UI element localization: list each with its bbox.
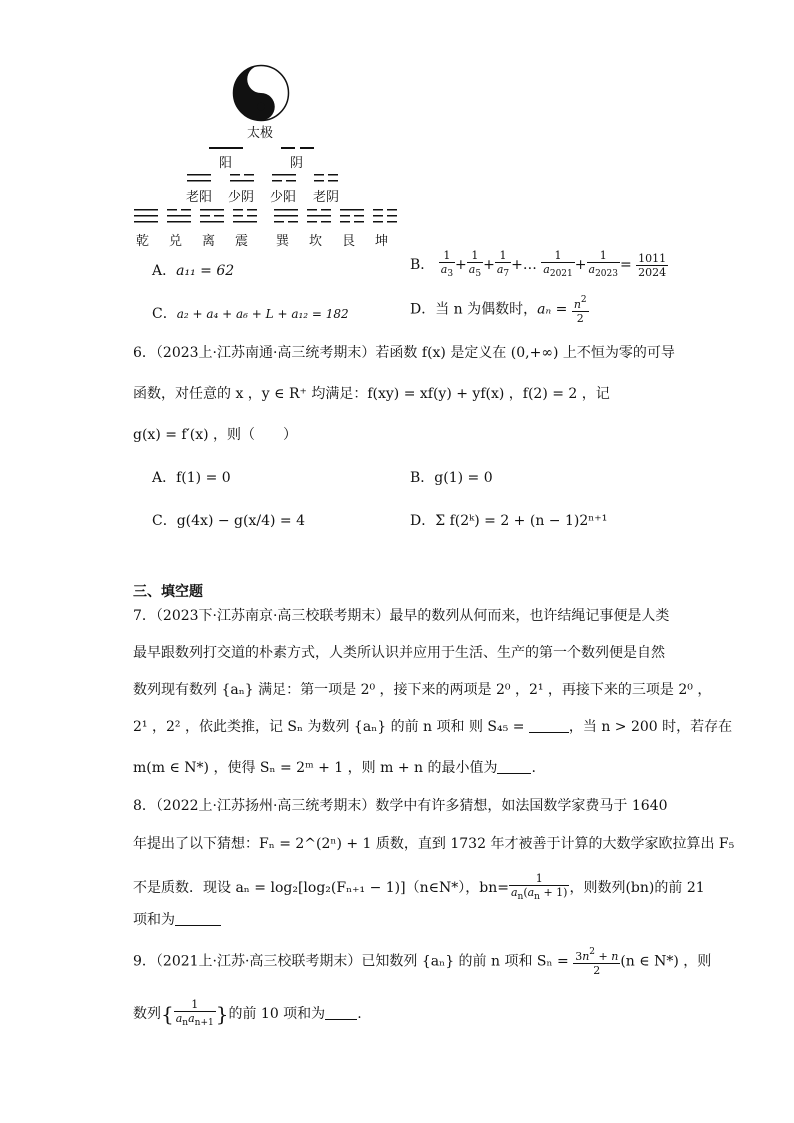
q7-line-2: 最早跟数列打交道的朴素方式，人类所认识并应用于生活、生产的第一个数列便是自然 — [133, 645, 665, 661]
q8-line-3-b: ，则数列(bn)的前 21 — [569, 880, 705, 896]
q9-line-1 — [133, 946, 712, 977]
frac: $\frac{1}{a_n(a_n + 1)}$ — [510, 872, 568, 902]
q5-d-text: 当 n 为偶数时， — [435, 301, 538, 318]
frac: $\frac{1}{a_5}$ — [468, 249, 482, 279]
q9-line-1-a: 9．（2021上·江苏·高三校联考期末）已知数列 {aₙ} 的前 n 项和 Sₙ = — [133, 953, 574, 970]
q7-line-5-b: . — [531, 760, 536, 776]
q7-line-1: 7．（2023下·江苏南京·高三校联考期末）最早的数列从何而来，也许结绳记事便是人类 — [133, 608, 670, 624]
q7-line-4-b: ，当 n > 200 时，若存在 — [568, 719, 733, 735]
q7-line-4 — [133, 717, 733, 737]
trigram-kan-symbol — [306, 207, 332, 227]
q7-line-3: 数列现有数列 {aₙ} 满足：第一项是 2⁰ ，接下来的两项是 2⁰ ，2¹ ，再接下来的三项是 2⁰ ， — [133, 682, 712, 698]
trigram-gen-label: 艮 — [342, 234, 356, 249]
old-yin-symbol — [313, 172, 339, 184]
q6-option-c: C．g(4x) − g(x/4) = 4 — [152, 513, 305, 529]
q8-line-3-a: 不是质数．现设 aₙ = log₂[log₂(Fₙ₊₁ − 1)]（n∈N*），bn= — [133, 880, 509, 896]
trigram-li-symbol — [199, 207, 225, 227]
frac: $\frac{3n^2 + n}{2}$ — [575, 947, 619, 977]
q8-line-2: 年提出了以下猜想：Fₙ = 2^(2ⁿ) + 1 质数，直到 1732 年才被善于计算的大数学家欧拉算出 F₅ — [133, 836, 735, 852]
yin-line-right — [300, 147, 314, 149]
q5-a-expr: a₁₁ = 62 — [176, 263, 235, 279]
q9-line-1-b: (n ∈ N*) ，则 — [620, 953, 712, 970]
frac: $\frac{1}{a_na_{n+1}}$ — [175, 998, 214, 1028]
answer-blank — [325, 1005, 357, 1020]
q8-line-4 — [133, 910, 673, 930]
frac: $\frac{1}{a_{2023}}$ — [588, 249, 618, 279]
trigram-xun-label: 巽 — [276, 234, 290, 249]
section-title: 三、填空题 — [133, 584, 203, 600]
old-yang-symbol — [186, 172, 212, 184]
frac: $\frac{1}{a_3}$ — [440, 249, 454, 279]
q5-d-expr: aₙ = — [537, 301, 572, 318]
trigram-qian-symbol — [133, 207, 159, 227]
b-result-den: 2024 — [638, 265, 667, 279]
q8-line-1: 8．（2022上·江苏扬州·高三统考期末）数学中有许多猜想，如法国数学家费马于 1640 — [133, 798, 668, 814]
q6-line-3: g(x) = f′(x) ，则（ ） — [133, 427, 298, 443]
trigram-qian-label: 乾 — [136, 234, 150, 249]
trigram-kan-label: 坎 — [309, 234, 323, 249]
q6-option-a: A．f(1) = 0 — [152, 470, 231, 486]
trigram-dui-symbol — [166, 207, 192, 227]
q6-option-d: D．Σ f(2ᵏ) = 2 + (n − 1)2ⁿ⁺¹ — [410, 513, 608, 529]
option-letter: A． — [152, 263, 177, 279]
q7-line-4-a: 2¹ ，2² ，依此类推，记 Sₙ 为数列 {aₙ} 的前 n 项和 则 S₄₅ = — [133, 719, 529, 735]
q6-line-2: 函数，对任意的 x ，y ∈ R⁺ 均满足：f(xy) = xf(y) + yf(x) ，f(2) = 2 ，记 — [133, 386, 610, 402]
q5-option-c — [152, 303, 349, 323]
q5-c-expr: a₂ + a₄ + a₆ + L + a₁₂ = 182 — [176, 307, 349, 321]
answer-blank — [497, 759, 531, 774]
young-yang-label: 少阳 — [270, 190, 297, 205]
old-yin-label: 老阴 — [313, 190, 340, 205]
trigram-zhen-label: 震 — [235, 234, 249, 249]
trigram-gen-symbol — [339, 207, 365, 227]
q5-option-d — [410, 294, 589, 325]
b-result-num: 1011 — [638, 251, 667, 265]
trigram-li-label: 离 — [202, 234, 216, 249]
young-yin-symbol — [229, 172, 255, 184]
yin-label: 阴 — [290, 156, 304, 171]
trigram-kun-label: 坤 — [375, 234, 389, 249]
young-yin-label: 少阴 — [228, 190, 255, 205]
yang-line — [209, 147, 243, 149]
option-letter: C． — [152, 306, 177, 322]
trigram-dui-label: 兑 — [169, 234, 183, 249]
q9-line-2-c: . — [357, 1006, 362, 1022]
q9-line-2: 数列{ $\frac{1}{a_na_{n+1}}$ }的前 10 项和为 . — [133, 998, 362, 1028]
q6-option-b: B．g(1) = 0 — [410, 470, 493, 486]
yang-label: 阳 — [219, 156, 233, 171]
trigram-zhen-symbol — [232, 207, 258, 227]
q7-line-5 — [133, 758, 673, 778]
q7-line-5-a: m(m ∈ N*) ，使得 Sₙ = 2ᵐ + 1 ，则 m + n 的最小值为 — [133, 760, 498, 776]
q8-line-4-text: 项和为 — [133, 912, 175, 928]
q5-option-a — [152, 260, 234, 280]
frac: $\frac{n^2}{2}$ — [573, 295, 587, 325]
b-result-frac — [636, 252, 668, 279]
q9-line-2-b: 的前 10 项和为 — [228, 1006, 326, 1022]
option-letter: D． — [410, 301, 436, 318]
frac: $\frac{1}{a_{2021}}$ — [543, 249, 573, 279]
young-yang-symbol — [271, 172, 297, 184]
trigram-xun-symbol — [273, 207, 299, 227]
taiji-label: 太极 — [247, 126, 274, 141]
option-letter: B． — [410, 257, 435, 273]
answer-blank — [529, 718, 569, 733]
q8-line-3 — [133, 872, 705, 904]
frac: $\frac{1}{a_7}$ — [496, 249, 510, 279]
q6-line-1: 6．（2023上·江苏南通·高三统考期末）若函数 f(x) 是定义在 (0,+∞) 上不恒为零的可导 — [133, 345, 675, 361]
trigram-kun-symbol — [372, 207, 398, 227]
old-yang-label: 老阳 — [186, 190, 213, 205]
answer-blank — [175, 911, 221, 926]
yin-yang-icon — [232, 64, 290, 122]
q9-line-2-a: 数列 — [133, 1006, 161, 1022]
q5-option-b: B． $\frac{1}{a_3}$ + $\frac{1}{a_5}$ + $\frac{1}{a_7}$ +… $\frac{1}{a_{2021}}$ + $\frac{1}{a_{2023}}$ = $\frac{1011}{2024}$ — [410, 249, 667, 279]
yin-line-left — [281, 147, 295, 149]
